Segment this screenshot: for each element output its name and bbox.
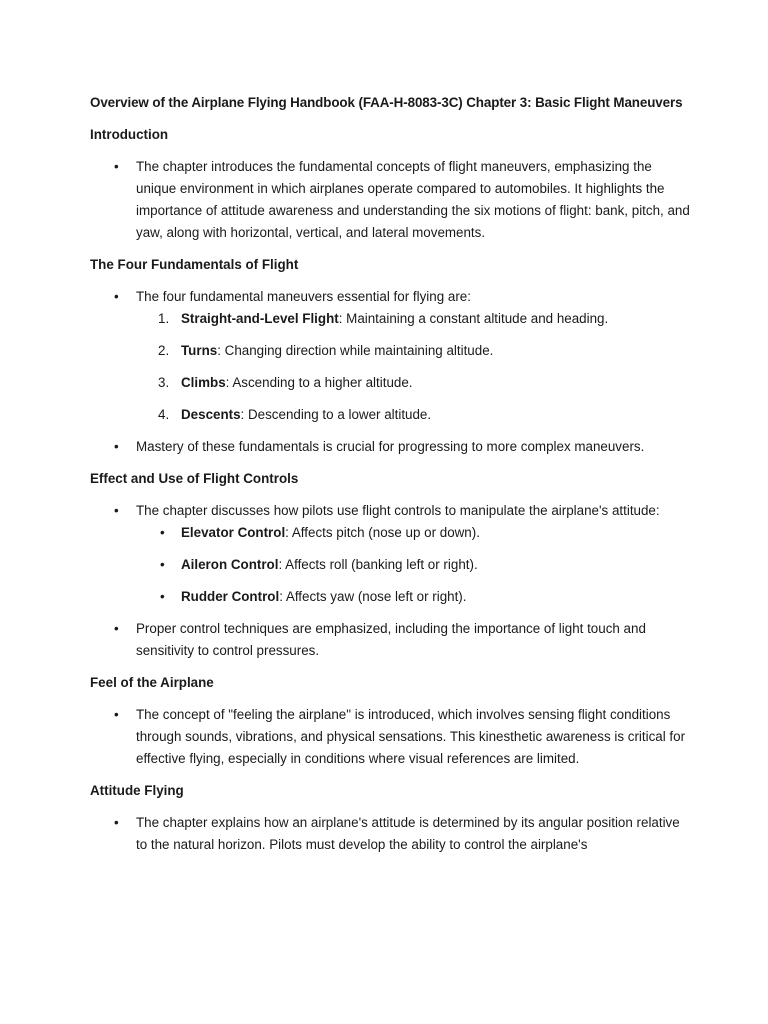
document-title: Overview of the Airplane Flying Handbook (FAA-H-8083-3C) Chapter 3: Basic Flight Maneuvers xyxy=(90,95,683,110)
list-item xyxy=(90,618,690,662)
item-description: : Affects roll (banking left or right). xyxy=(278,557,478,572)
bullet-icon: • xyxy=(160,525,165,540)
list-item-text: The chapter explains how an airplane's attitude is determined by its angular position relative to the natural horizon. Pilots must develop the ability to control the airplane's xyxy=(136,815,680,852)
bullet-icon: • xyxy=(114,707,119,722)
list-item xyxy=(90,436,690,458)
sub-list-item xyxy=(136,554,690,576)
list-item-text: The four fundamental maneuvers essential for flying are: xyxy=(136,289,471,304)
section-heading-introduction: Introduction xyxy=(90,127,169,142)
section-heading-controls: Effect and Use of Flight Controls xyxy=(90,471,299,486)
item-term: Descents xyxy=(181,407,241,422)
controls-sub-list xyxy=(136,522,690,608)
item-number: 3. xyxy=(158,375,170,390)
document-page xyxy=(90,92,690,866)
bullet-icon: • xyxy=(160,589,165,604)
list-item xyxy=(90,500,690,608)
list-item-text: The chapter introduces the fundamental concepts of flight maneuvers, emphasizing the unique environment in which airplanes operate compared to automobiles. It highlights the importance of attitude awareness and understanding the six motions of flight: bank, pitch, and yaw, along with horizontal, vertical, and lateral movements. xyxy=(136,159,690,240)
item-description: : Changing direction while maintaining altitude. xyxy=(217,343,494,358)
item-description: : Affects yaw (nose left or right). xyxy=(279,589,467,604)
bullet-icon: • xyxy=(160,557,165,572)
bullet-icon: • xyxy=(114,621,119,636)
list-item xyxy=(90,812,690,856)
numbered-item xyxy=(136,308,690,330)
item-description: : Descending to a lower altitude. xyxy=(240,407,432,422)
numbered-item xyxy=(136,340,690,362)
introduction-list xyxy=(90,156,690,244)
item-term: Straight-and-Level Flight xyxy=(181,311,339,326)
sub-list-item xyxy=(136,586,690,608)
item-description: : Maintaining a constant altitude and heading. xyxy=(338,311,609,326)
bullet-icon: • xyxy=(114,159,119,174)
feel-list xyxy=(90,704,690,770)
list-item-text: The concept of "feeling the airplane" is introduced, which involves sensing flight conditions through sounds, vibrations, and physical sensations. This kinesthetic awareness is critical for effective flying, especially in conditions where visual references are limited. xyxy=(136,707,686,766)
item-number: 1. xyxy=(158,311,170,326)
list-item-text: Mastery of these fundamentals is crucial for progressing to more complex maneuvers. xyxy=(136,439,645,454)
section-heading-attitude: Attitude Flying xyxy=(90,783,184,798)
list-item-text: Proper control techniques are emphasized, including the importance of light touch and sensitivity to control pressures. xyxy=(136,621,646,658)
list-item-text: The chapter discusses how pilots use flight controls to manipulate the airplane's attitude: xyxy=(136,503,660,518)
item-number: 2. xyxy=(158,343,170,358)
item-description: : Affects pitch (nose up or down). xyxy=(285,525,480,540)
bullet-icon: • xyxy=(114,289,119,304)
list-item xyxy=(90,286,690,426)
bullet-icon: • xyxy=(114,503,119,518)
numbered-item xyxy=(136,372,690,394)
section-heading-fundamentals: The Four Fundamentals of Flight xyxy=(90,257,299,272)
numbered-item xyxy=(136,404,690,426)
item-number: 4. xyxy=(158,407,170,422)
attitude-list xyxy=(90,812,690,856)
list-item xyxy=(90,704,690,770)
item-term: Elevator Control xyxy=(181,525,286,540)
section-heading-feel: Feel of the Airplane xyxy=(90,675,214,690)
item-term: Turns xyxy=(181,343,218,358)
sub-list-item xyxy=(136,522,690,544)
fundamentals-numbered-list xyxy=(136,308,690,426)
item-description: : Ascending to a higher altitude. xyxy=(225,375,413,390)
fundamentals-list xyxy=(90,286,690,458)
bullet-icon: • xyxy=(114,815,119,830)
bullet-icon: • xyxy=(114,439,119,454)
list-item xyxy=(90,156,690,244)
controls-list xyxy=(90,500,690,662)
item-term: Climbs xyxy=(181,375,226,390)
item-term: Aileron Control xyxy=(181,557,279,572)
item-term: Rudder Control xyxy=(181,589,280,604)
